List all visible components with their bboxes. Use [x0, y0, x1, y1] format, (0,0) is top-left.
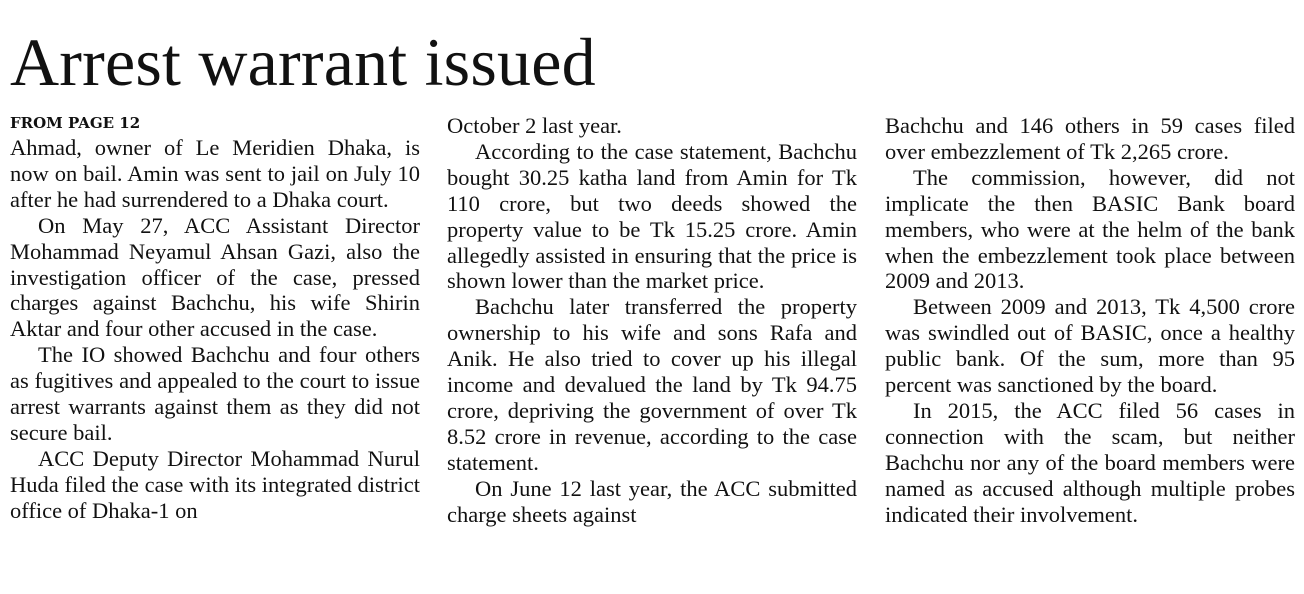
paragraph: The commission, however, did not implicate the then BASIC Bank board members, who were at the helm of the bank when the embezzlement took place between 2009 and 2013.	[885, 164, 1295, 294]
paragraph: Between 2009 and 2013, Tk 4,500 crore was swindled out of BASIC, once a healthy public bank. Of the sum, more than 95 percent was sanctioned by the board.	[885, 294, 1295, 398]
article-column-2	[447, 113, 857, 583]
kicker: FROM PAGE 12	[10, 114, 141, 132]
paragraph: Bachchu and 146 others in 59 cases filed over embezzlement of Tk 2,265 crore.	[885, 113, 1295, 164]
paragraph: Ahmad, owner of Le Meridien Dhaka, is now on bail. Amin was sent to jail on July 10 after he had surrendered to a Dhaka court.	[10, 135, 420, 212]
paragraph: Bachchu later transferred the property ownership to his wife and sons Rafa and Anik. He also tried to cover up his illegal income and devalued the land by Tk 94.75 crore, depriving the government of over Tk 8.52 crore in revenue, according to the case statement.	[447, 294, 857, 475]
paragraph: October 2 last year.	[447, 113, 622, 138]
paragraph: ACC Deputy Director Mohammad Nurul Huda filed the case with its integrated district office of Dhaka-1 on	[10, 445, 420, 523]
paragraph: According to the case statement, Bachchu bought 30.25 katha land from Amin for Tk 110 crore, but two deeds showed the property value to be Tk 15.25 crore. Amin allegedly assisted in ensuring that the price is shown lower than the market price.	[447, 138, 857, 294]
article-column-1	[10, 113, 420, 583]
paragraph: The IO showed Bachchu and four others as fugitives and appealed to the court to issue arrest warrants against them as they did not secure bail.	[10, 342, 420, 445]
headline: Arrest warrant issued	[10, 24, 596, 100]
paragraph: On June 12 last year, the ACC submitted charge sheets against	[447, 475, 857, 527]
article-column-3	[885, 113, 1295, 583]
paragraph: On May 27, ACC Assistant Director Mohammad Neyamul Ahsan Gazi, also the investigation officer of the case, pressed charges against Bachchu, his wife Shirin Aktar and four other accused in the case.	[10, 212, 420, 342]
paragraph: In 2015, the ACC filed 56 cases in connection with the scam, but neither Bachchu nor any of the board members were named as accused although multiple probes indicated their involvement.	[885, 397, 1295, 527]
